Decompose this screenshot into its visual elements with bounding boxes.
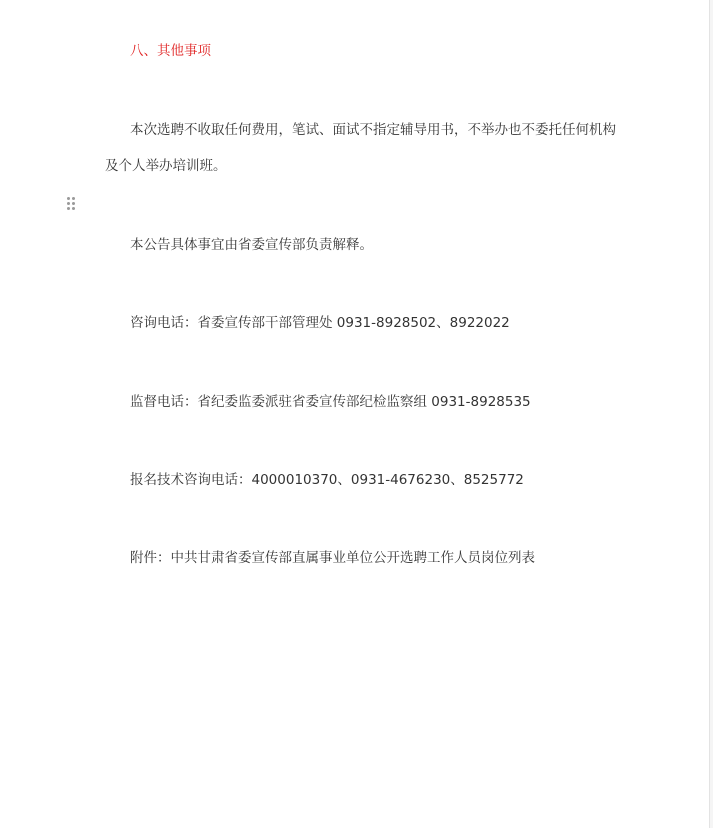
section-heading: 八、其他事项 <box>130 43 211 59</box>
paragraph-supervision-phone: 监督电话：省纪委监委派驻省委宣传部纪检监察组 0931-8928535 <box>130 394 531 410</box>
paragraph-fees-line-1: 本次选聘不收取任何费用，笔试、面试不指定辅导用书，不举办也不委托任何机构 <box>130 122 616 138</box>
paragraph-interpretation: 本公告具体事宜由省委宣传部负责解释。 <box>130 237 373 253</box>
paragraph-tech-support-phone: 报名技术咨询电话：4000010370、0931-4676230、8525772 <box>130 472 524 488</box>
paragraph-fees-line-2: 及个人举办培训班。 <box>105 158 227 174</box>
drag-handle-icon[interactable] <box>67 197 77 213</box>
paragraph-consultation-phone: 咨询电话：省委宣传部干部管理处 0931-8928502、8922022 <box>130 315 510 331</box>
page-edge-scroll-strip <box>709 0 713 828</box>
paragraph-attachment: 附件：中共甘肃省委宣传部直属事业单位公开选聘工作人员岗位列表 <box>130 550 535 566</box>
